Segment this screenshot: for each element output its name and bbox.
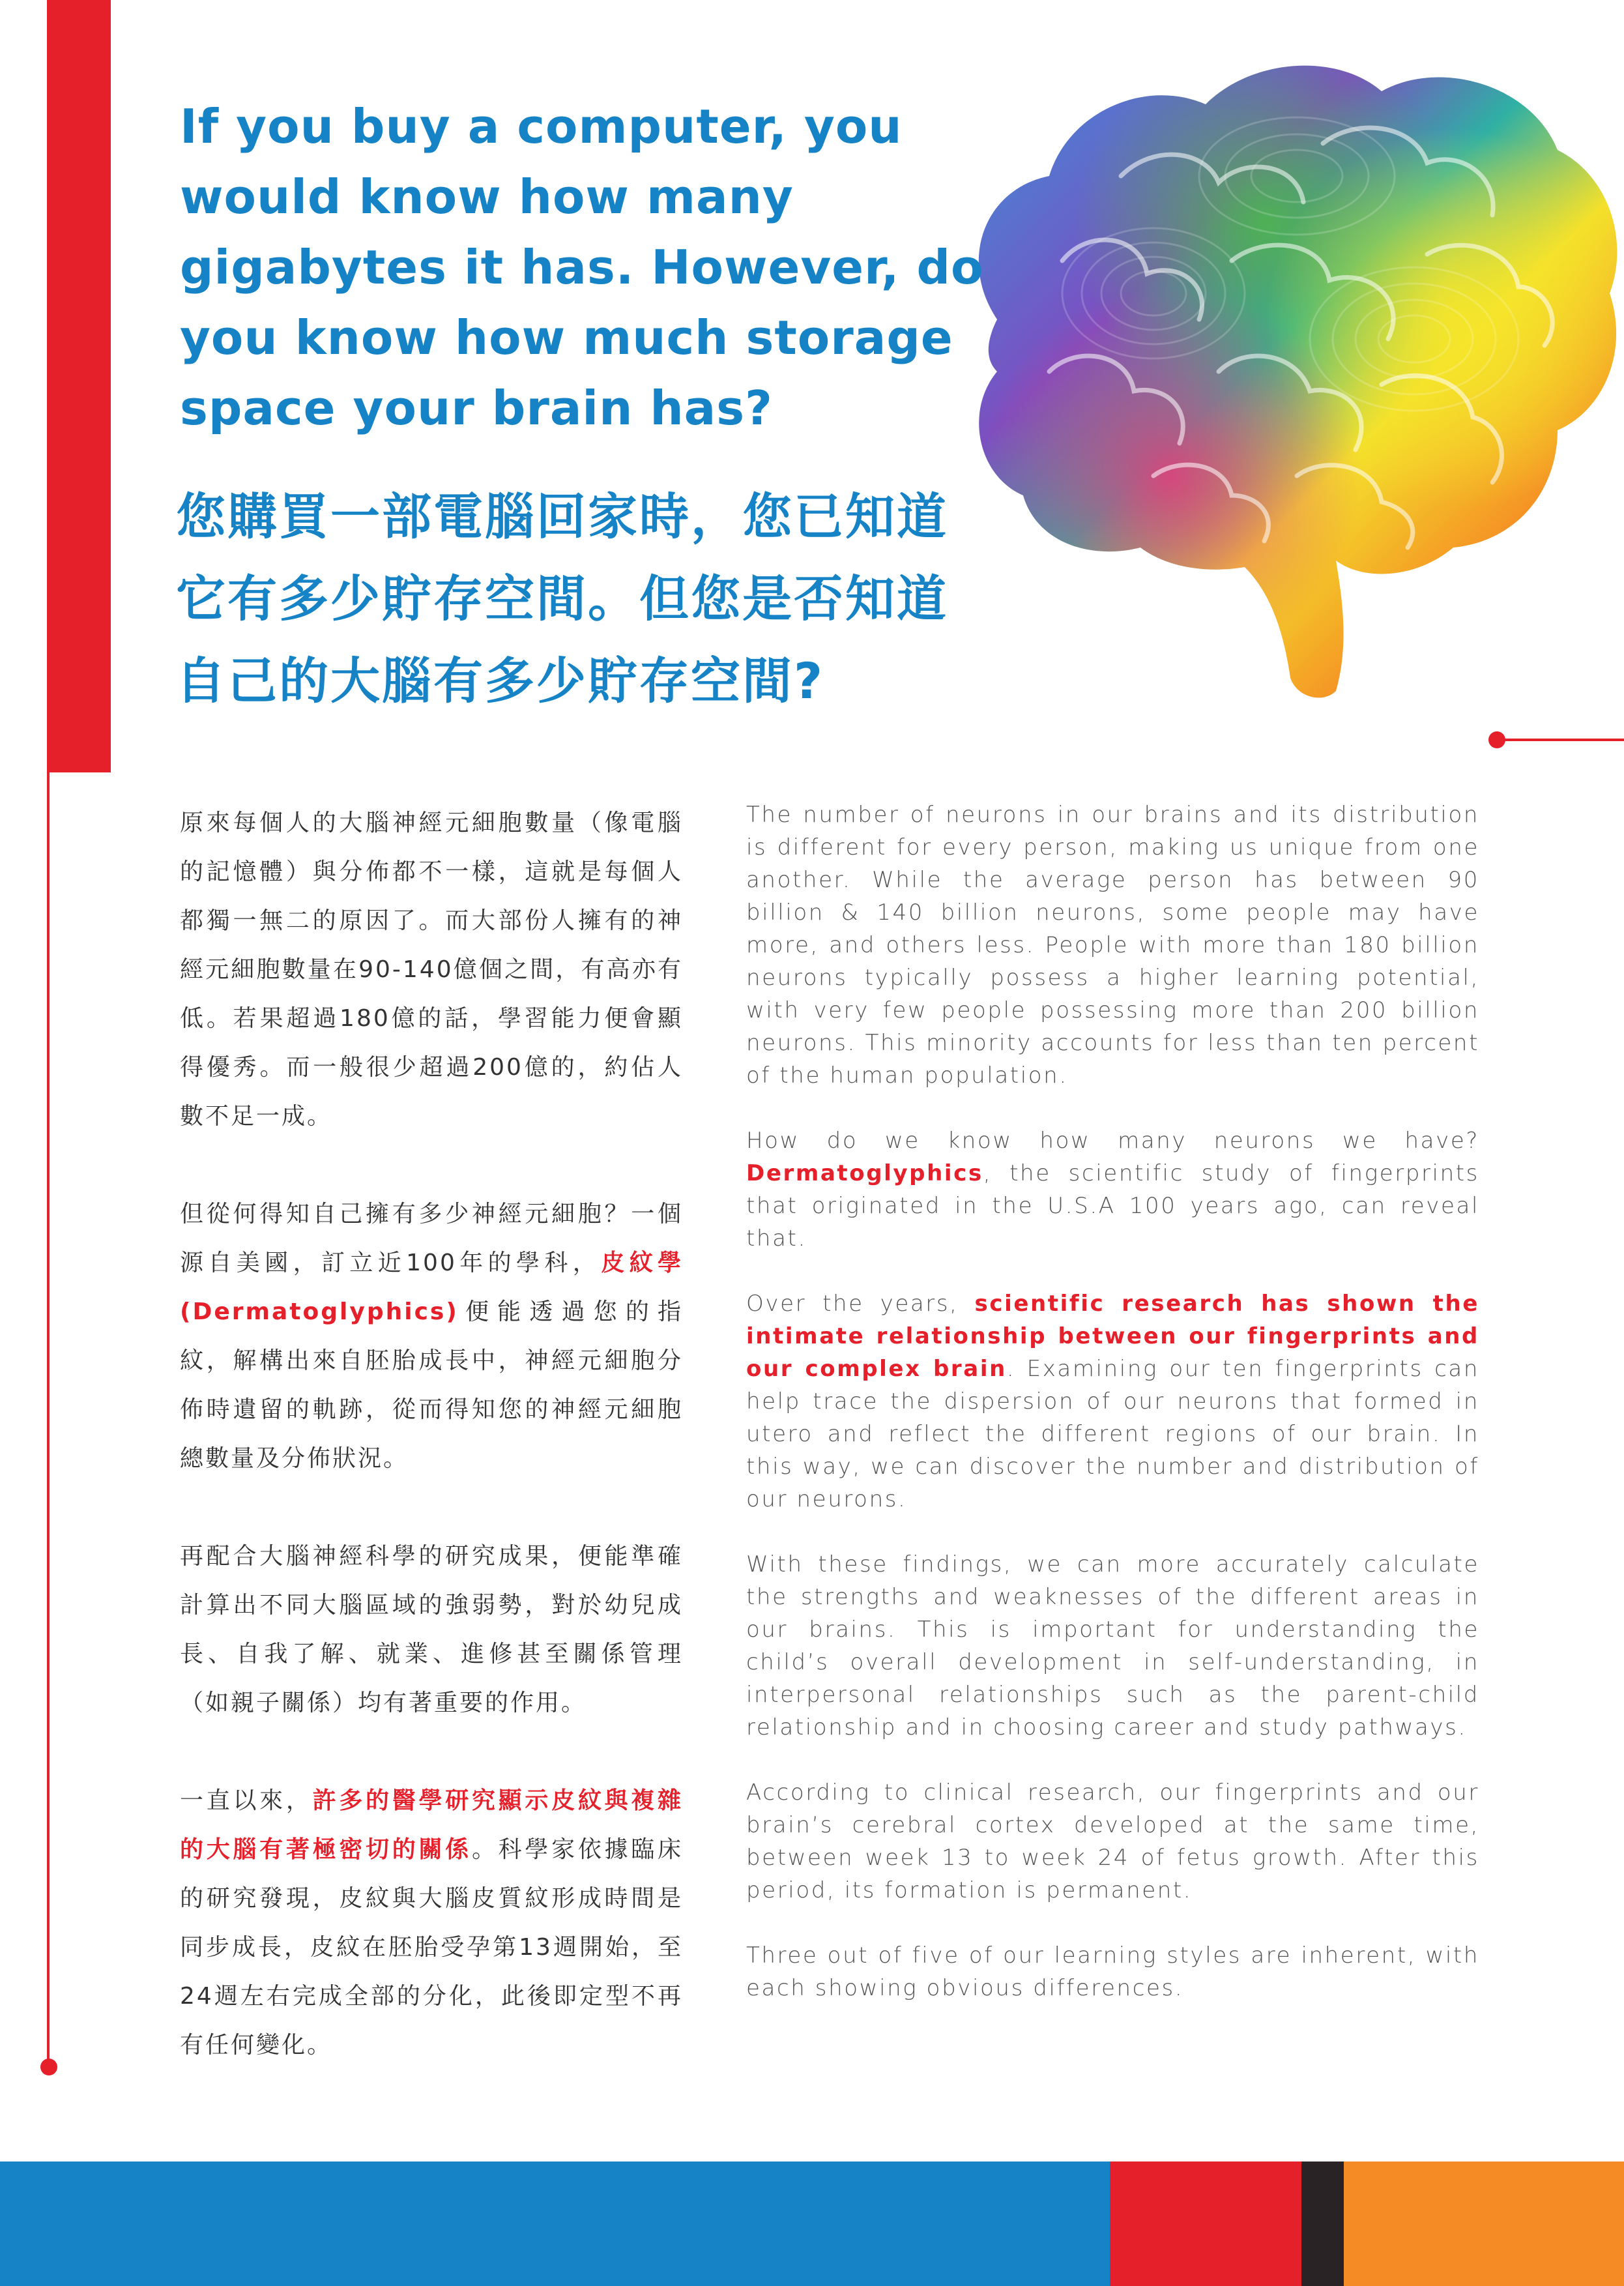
zh-paragraph-4	[180, 1776, 683, 2070]
heading-english: If you buy a computer, you would know how many gigabytes it has. However, do you know how much storage space your brain has?	[180, 99, 984, 435]
english-column	[746, 799, 1479, 2037]
en-p3-text: Over the years,	[746, 1291, 975, 1317]
zh-p2-text: 但從何得知自己擁有多少神經元細胞？一個源自美國，訂立近100年的學科，	[180, 1201, 683, 1276]
heading-chinese-line-1: 您購買一部電腦回家時，您已知道	[176, 488, 948, 546]
heading-chinese	[176, 476, 1049, 722]
zh-p2-highlight: 皮紋學(Dermatoglyphics)	[180, 1250, 683, 1325]
zh-paragraph-1: 原來每個人的大腦神經元細胞數量（像電腦的記憶體）與分佈都不一樣，這就是每個人都獨一無二的原因了。而大部份人擁有的神經元細胞數量在90-140億個之間，有高亦有低。若果超過180億的話，學習能力便會顯得優秀。而一般很少超過200億的，約佔人數不足一成。	[180, 810, 683, 1130]
zh-p4-highlight: 許多的醫學研究顯示皮紋與複雜的大腦有著極密切的關係	[180, 1787, 683, 1863]
footer-blue-band	[0, 2161, 1110, 2286]
en-p2-text-end: , the scientific study of fingerprints that originated in the U.S.A 100 years ago, can reveal that.	[746, 1160, 1479, 1252]
footer-red-band	[1110, 2161, 1301, 2286]
heading-chinese-line-2: 它有多少貯存空間。但您是否知道	[176, 570, 948, 628]
en-paragraph-3	[746, 1287, 1479, 1516]
footer-orange-band	[1344, 2161, 1624, 2286]
en-p2-highlight: Dermatoglyphics	[746, 1160, 983, 1186]
red-dot-bottom	[40, 2059, 57, 2075]
en-p2-text: How do we know how many neurons we have?	[746, 1128, 1479, 1154]
en-paragraph-2	[746, 1124, 1479, 1255]
left-red-bar	[47, 0, 111, 772]
zh-paragraph-3: 再配合大腦神經科學的研究成果，便能準確計算出不同大腦區域的強弱勢，對於幼兒成長、自我了解、就業、進修甚至關係管理（如親子關係）均有著重要的作用。	[180, 1543, 683, 1716]
en-paragraph-4: With these findings, we can more accurately calculate the strengths and weaknesses of the different areas in our brains. This is important for understanding the child’s overall development in self-understanding, in interpersonal relationships such as the parent-child relationship and in choosing career and study pathways.	[746, 1551, 1479, 1740]
right-red-line	[1496, 739, 1624, 741]
zh-paragraph-2	[180, 1190, 683, 1483]
en-p3-highlight: scientific research has shown the intimate relationship between our fingerprints and our complex brain	[746, 1291, 1479, 1382]
zh-p2-text-end: 便能透過您的指紋，解構出來自胚胎成長中，神經元細胞分佈時遺留的軌跡，從而得知您的神經元細胞總數量及分佈狀況。	[180, 1298, 683, 1472]
left-red-line	[47, 772, 50, 2070]
en-p3-text-end: . Examining our ten fingerprints can help trace the dispersion of our neurons that formed in utero and reflect the different regions of our brain. In this way, we can discover the number and distribution of our neurons.	[746, 1356, 1479, 1512]
brain-fingerprint-watercolor-icon	[958, 46, 1624, 711]
chinese-column	[180, 799, 683, 2118]
zh-p4-text: 一直以來，	[180, 1787, 313, 1814]
en-paragraph-5: According to clinical research, our fingerprints and our brain’s cerebral cortex developed at the same time, between week 13 to week 24 of fetus growth. After this period, its formation is permanent.	[746, 1780, 1479, 1903]
en-paragraph-1: The number of neurons in our brains and its distribution is different for every person, making us unique from one another. While the average person has between 90 billion & 140 billion neurons, some people may have more, and others less. People with more than 180 billion neurons typically possess a higher learning potential, with very few people possessing more than 200 billion neurons. This minority accounts for less than ten percent of the human population.	[746, 802, 1479, 1089]
zh-p4-text-end: 。科學家依據臨床的研究發現，皮紋與大腦皮質紋形成時間是同步成長，皮紋在胚胎受孕第13週開始，至24週左右完成全部的分化，此後即定型不再有任何變化。	[180, 1836, 683, 2059]
en-paragraph-6: Three out of five of our learning styles are inherent, with each showing obvious differences.	[746, 1942, 1479, 2001]
heading-chinese-line-3: 自己的大腦有多少貯存空間?	[176, 652, 825, 710]
footer-dark-band	[1301, 2161, 1344, 2286]
